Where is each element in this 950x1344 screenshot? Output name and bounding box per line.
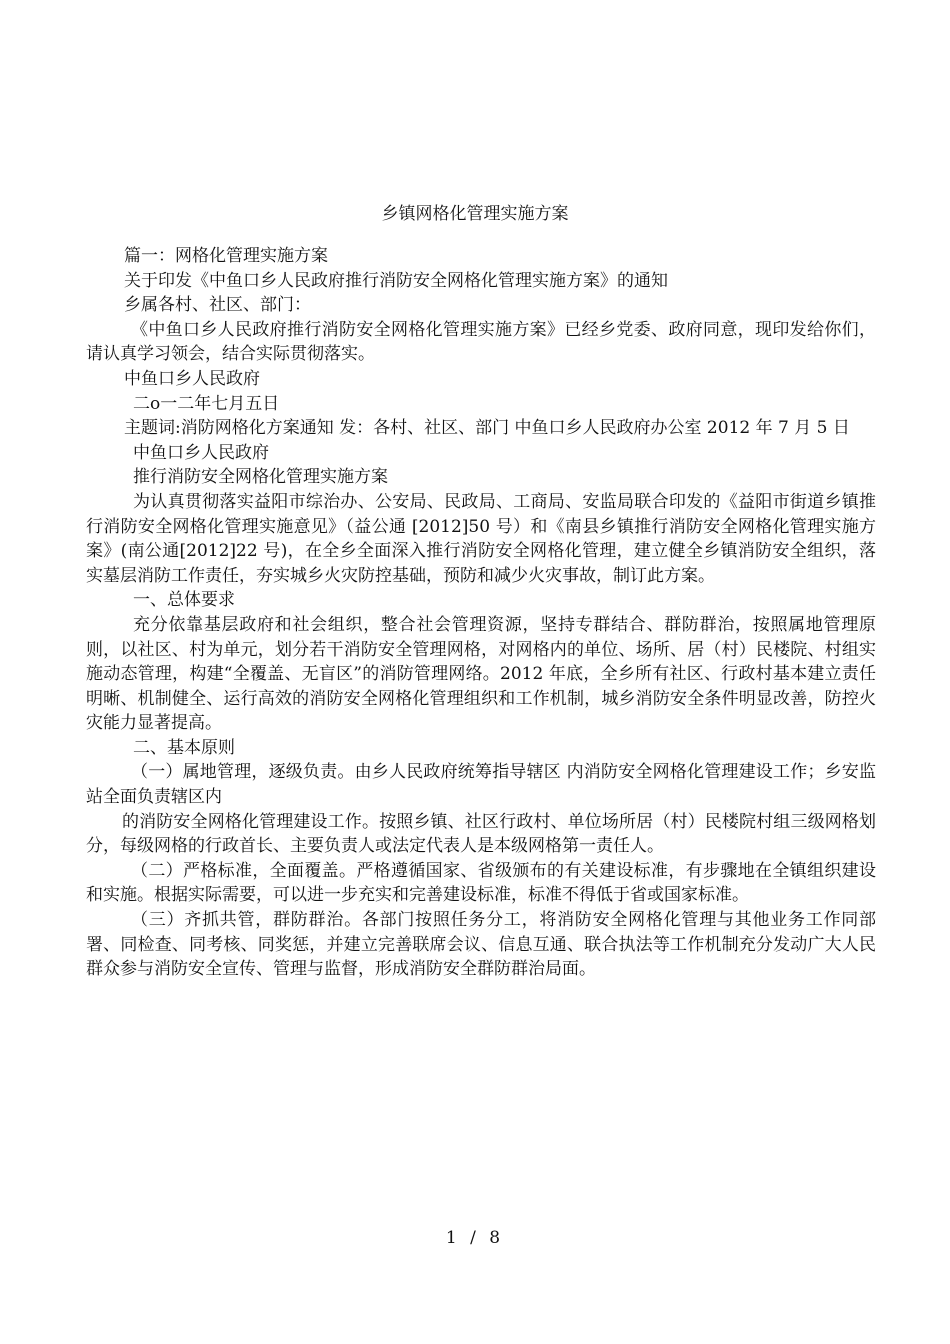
paragraph-part-heading: 篇一：网格化管理实施方案 — [124, 246, 328, 266]
paragraph-issuer-2: 中鱼口乡人民政府 — [133, 442, 269, 463]
paragraph-principle-1: （一）属地管理，逐级负责。由乡人民政府统筹指导辖区 内消防安全网格化管理建设工作；乡安监站全面负责辖区内 — [86, 762, 876, 808]
section-heading-general: 一、总体要求 — [133, 590, 235, 611]
paragraph-principle-1-cont: 的消防安全网格化管理建设工作。按照乡镇、社区行政村、单位场所居（村）民楼院村组三级网格划分，每级网格的行政首长、主要负责人或法定代表人是本级网格第一责任人。 — [86, 811, 876, 857]
page-indicator: 1 / 8 — [445, 1228, 505, 1248]
paragraph-issuer: 中鱼口乡人民政府 — [124, 368, 260, 389]
paragraph-principle-2: （二）严格标准，全面覆盖。严格遵循国家、省级颁布的有关建设标准，有步骤地在全镇组织建设和实施。根据实际需要，可以进一步充实和完善建设标准，标准不得低于省或国家标准。 — [86, 860, 876, 906]
paragraph-plan-title: 推行消防安全网格化管理实施方案 — [133, 467, 388, 488]
paragraph-notice-title: 关于印发《中鱼口乡人民政府推行消防安全网格化管理实施方案》的通知 — [124, 270, 668, 291]
document-title: 乡镇网格化管理实施方案 — [381, 204, 569, 224]
paragraph-principle-3: （三）齐抓共管，群防群治。各部门按照任务分工，将消防安全网格化管理与其他业务工作同部署、同检查、同考核、同奖惩，并建立完善联席会议、信息互通、联合执法等工作机制充分发动广大人民群众参与消防安全宣传、管理与监督，形成消防安全群防群治局面。 — [86, 910, 876, 980]
paragraph-general: 充分依靠基层政府和社会组织，整合社会管理资源，坚持专群结合、群防群治，按照属地管理原则，以社区、村为单元，划分若干消防安全管理网格，对网格内的单位、场所、居（村）民楼院、村组实施动态管理，构建“全覆盖、无盲区”的消防管理网络。2012 年底，全乡所有社区、行政村基本建立责任明晰、机制健全、运行高效的消防安全网格化管理组织和工作机制，城乡消防安全条件明显改善，防控火灾能力显著提高。 — [86, 614, 876, 734]
paragraph-subject-line: 主题词:消防网格化方案通知 发：各村、社区、部门 中鱼口乡人民政府办公室 2012 年 7 月 5 日 — [124, 418, 850, 439]
paragraph-addressee: 乡属各村、社区、部门： — [124, 295, 311, 316]
paragraph-notice-body: 《中鱼口乡人民政府推行消防安全网格化管理实施方案》已经乡党委、政府同意，现印发给你们，请认真学习领会，结合实际贯彻落实。 — [86, 319, 876, 365]
document-body — [86, 244, 876, 982]
paragraph-intro: 为认真贯彻落实益阳市综治办、公安局、民政局、工商局、安监局联合印发的《益阳市街道乡镇推行消防安全网格化管理实施意见》（益公通 [2012]50 号）和《南县乡镇推行消防安全网格化管理实施方案》(南公通[2012]22 号)，在全乡全面深入推行消防安全网格化管理，建立健全乡镇消防安全组织，落实墓层消防工作责任，夯实城乡火灾防控基础，预防和减少火灾事故，制订此方案。 — [86, 491, 876, 586]
section-heading-principles: 二、基本原则 — [133, 737, 235, 758]
paragraph-date: 二o一二年七月五日 — [133, 393, 280, 414]
